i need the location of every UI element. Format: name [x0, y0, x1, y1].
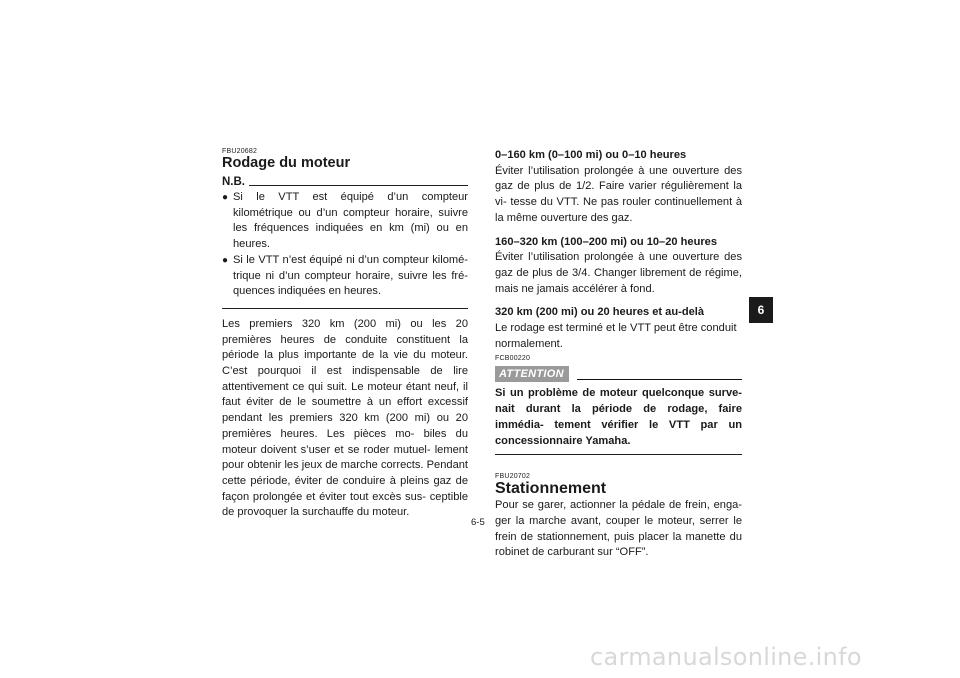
- stage-text: Éviter l’utilisation prolongée à une ouverture des gaz de plus de 3/4. Changer librement de régime, mais ne jamais accélérer à fond.: [495, 251, 742, 295]
- attention-badge: ATTENTION: [495, 366, 569, 382]
- watermark: carmanualsonline.info: [590, 643, 862, 671]
- right-column: [495, 148, 742, 561]
- note-item: [222, 253, 468, 300]
- parking-code: FBU20702: [495, 473, 531, 481]
- note-label: N.B.: [222, 176, 245, 188]
- chapter-tab: 6: [749, 297, 773, 323]
- attention-header: [495, 364, 742, 382]
- note-item-text: Si le VTT est équipé d’un compteur kilométrique ou d’un compteur horaire, suivre les fréquences indiquées en km (mi) ou en heures.: [233, 191, 468, 251]
- section-title: Rodage du moteur: [222, 155, 351, 171]
- attention-text: Si un problème de moteur quelconque surve- nait durant la période de rodage, faire immédia- tement vérifier le VTT par un concessionnaire Yamaha.: [495, 387, 742, 447]
- attention-end-rule: [495, 454, 742, 455]
- page-number: 6-5: [471, 517, 485, 528]
- note-header: [222, 174, 468, 190]
- note-item-text: Si le VTT n’est équipé ni d’un compteur kilomé- trique ni d’un compteur horaire, suivre les fré- quences indiquées en heures.: [233, 253, 468, 298]
- attention-rule: [577, 379, 742, 380]
- stage-text: Le rodage est terminé et le VTT peut être conduit normalement.: [495, 322, 737, 350]
- stage-text: Éviter l’utilisation prolongée à une ouverture des gaz de plus de 1/2. Faire varier régulièrement la vi- tesse du VTT. Ne pas rouler continuellement à la même ouverture des gaz.: [495, 164, 742, 224]
- attention-code: FCB00220: [495, 355, 531, 363]
- bullet-icon: ●: [222, 254, 229, 266]
- section-code: FBU20682: [222, 148, 258, 155]
- stage-heading: 160–320 km (100–200 mi) ou 10–20 heures: [495, 235, 718, 248]
- stage-heading: 0–160 km (0–100 mi) ou 0–10 heures: [495, 149, 687, 161]
- parking-text: Pour se garer, actionner la pédale de frein, enga- ger la marche avant, couper le moteur, serrer le frein de stationnement, puis placer la manette du robinet de carburant sur “OFF”.: [495, 499, 742, 559]
- bullet-icon: ●: [222, 192, 229, 203]
- stage-heading: 320 km (200 mi) ou 20 heures et au-delà: [495, 306, 705, 319]
- body-paragraph: Les premiers 320 km (200 mi) ou les 20 premières heures de conduite constituent la période la plus importante de la vie du moteur. C’est pourquoi il est indispensable de lire attentivement ce qui suit. Le moteur étant neuf, il faut éviter de le soumettre à un effort excessif pendant les premiers 320 km (200 mi) ou 20 premières heures. Les pièces mo- biles du moteur doivent s’user et se roder mutuel- lement pour obtenir les jeux de marche corrects. Pendant cette période, éviter de conduire à pleins gaz de façon prolongée et éviter tout excès sus- ceptible de provoquer la surchauffe du moteur.: [222, 317, 468, 519]
- note-item: [222, 190, 468, 253]
- parking-title: Stationnement: [495, 480, 607, 498]
- left-column: [222, 148, 468, 521]
- note-end-rule: [222, 308, 468, 309]
- note-rule: [249, 185, 468, 186]
